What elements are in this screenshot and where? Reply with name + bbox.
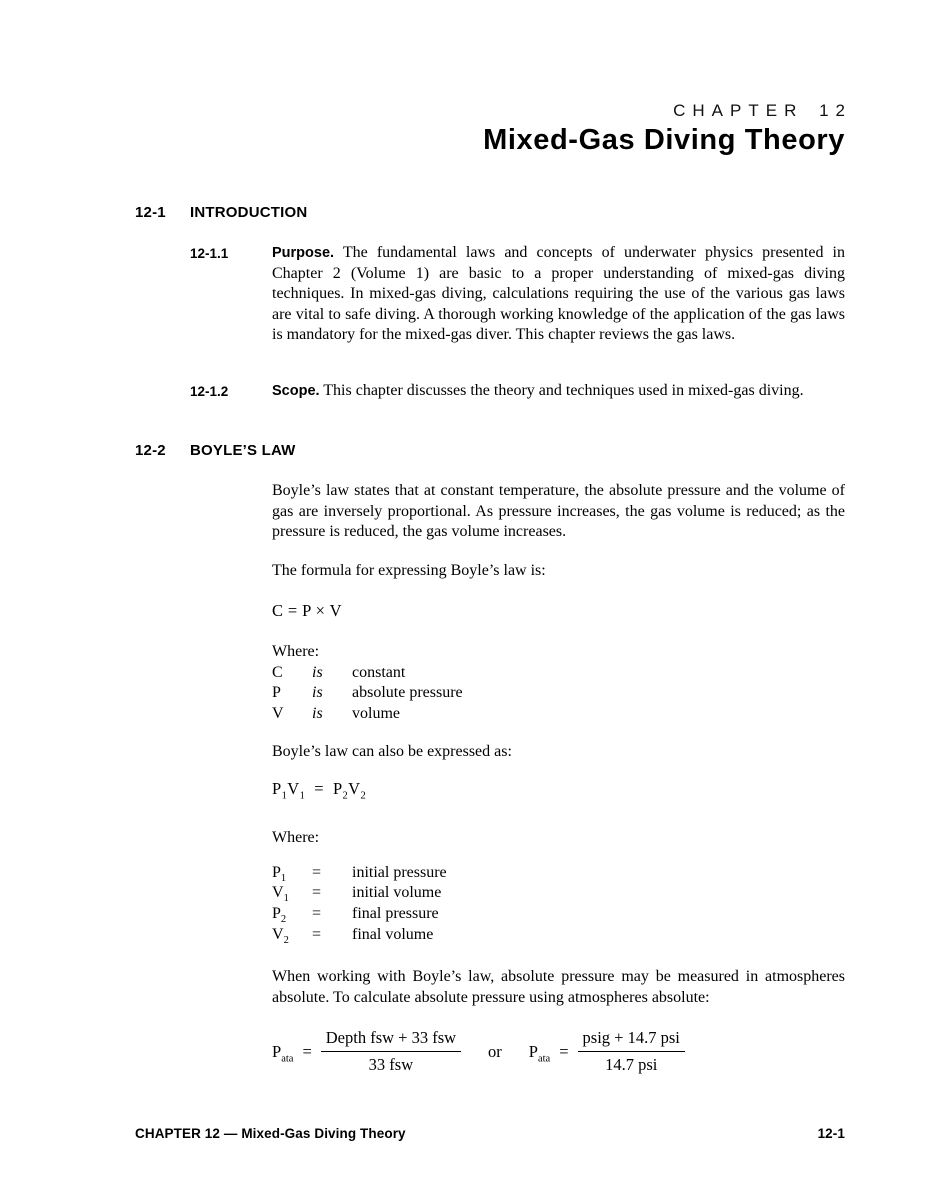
where-label: Where: — [272, 829, 320, 846]
where-rows — [272, 863, 447, 946]
term-base: P — [272, 779, 282, 798]
where-list-constant — [272, 642, 463, 725]
definition: constant — [352, 663, 406, 681]
footer-page-number: 12-1 — [817, 1126, 845, 1141]
chapter-header — [0, 101, 852, 157]
symbol: P — [272, 684, 281, 702]
paragraph-scope — [190, 381, 845, 402]
paragraph-text — [272, 243, 845, 346]
chapter-label: CHAPTER 12 — [673, 101, 852, 120]
relation: is — [312, 663, 323, 681]
where-row — [272, 925, 447, 946]
equals-sign: = — [559, 1041, 569, 1061]
term-base: V — [348, 779, 361, 798]
symbol-base: P — [272, 904, 281, 922]
relation: is — [312, 684, 323, 702]
symbol-subscript: 2 — [283, 934, 289, 946]
symbol — [272, 863, 312, 884]
formula-lead-in: The formula for expressing Boyle’s law is: — [272, 562, 546, 579]
page-footer — [135, 1126, 845, 1141]
where-row — [272, 904, 447, 925]
where-row — [272, 663, 463, 684]
paragraph-text — [272, 381, 845, 402]
paragraph-purpose — [190, 243, 845, 346]
symbol — [272, 883, 312, 904]
definition: final volume — [352, 925, 434, 943]
where-row — [272, 683, 463, 704]
symbol: C — [272, 663, 283, 681]
relation: = — [312, 904, 322, 922]
where-row — [272, 704, 463, 725]
where-label: Where: — [272, 643, 320, 660]
footer-chapter-title: CHAPTER 12 — Mixed-Gas Diving Theory — [135, 1126, 406, 1141]
boyle-formula-expanded — [272, 779, 367, 802]
where-row — [272, 863, 447, 884]
symbol-subscript: 2 — [280, 914, 287, 926]
pressure-formula-row — [272, 1028, 685, 1075]
term-base: V — [287, 779, 300, 798]
symbol — [272, 904, 312, 925]
page-title: Mixed-Gas Diving Theory — [483, 124, 845, 156]
fraction-numerator: psig + 14.7 psi — [578, 1028, 685, 1052]
fraction-denominator: 14.7 psi — [605, 1055, 658, 1074]
pata-symbol — [529, 1042, 550, 1062]
pata-base: P — [528, 1041, 538, 1061]
definition: absolute pressure — [352, 684, 463, 702]
relation: is — [312, 704, 323, 722]
paragraph-body: This chapter discusses the theory and techniques used in mixed-gas diving. — [323, 382, 804, 399]
definition: initial volume — [352, 884, 442, 902]
pata-subscript: ata — [281, 1052, 294, 1064]
equals-sign: = — [302, 1041, 312, 1061]
paragraph-number: 12-1.1 — [190, 246, 229, 261]
also-expressed-lead-in: Boyle’s law can also be expressed as: — [272, 743, 512, 760]
symbol-subscript: 1 — [283, 893, 289, 905]
boyles-law-intro-paragraph: Boyle’s law states that at constant temperature, the absolute pressure and the volume of gas are inversely proportional. As pressure increases, the gas volume is reduced; as the pressure is reduced, the gas volume increases. — [272, 482, 845, 540]
symbol-base: P — [272, 863, 281, 881]
psi-fraction — [578, 1028, 685, 1075]
section-heading-introduction — [135, 204, 307, 222]
where-list-expanded — [272, 828, 447, 945]
symbol-base: V — [272, 884, 284, 902]
fraction-numerator: Depth fsw + 33 fsw — [321, 1028, 461, 1052]
section-heading-boyles-law — [135, 442, 296, 460]
symbol-subscript: 1 — [280, 872, 287, 884]
equals-sign: = — [314, 779, 324, 798]
definition: volume — [352, 704, 400, 722]
term-subscript: 2 — [360, 790, 367, 802]
symbol — [272, 925, 312, 946]
pata-base: P — [272, 1041, 282, 1061]
where-row — [272, 883, 447, 904]
section-number: 12-1 — [135, 204, 166, 221]
relation: = — [312, 863, 322, 881]
ata-paragraph: When working with Boyle’s law, absolute pressure may be measured in atmospheres absolute. To calculate absolute pressure using atmospheres absolute: — [272, 968, 845, 1006]
definition: final pressure — [352, 904, 439, 922]
section-number: 12-2 — [135, 442, 166, 459]
paragraph-number: 12-1.2 — [190, 384, 229, 399]
relation: = — [312, 884, 322, 902]
symbol-base: V — [272, 925, 284, 943]
paragraph-body: The fundamental laws and concepts of underwater physics presented in Chapter 2 (Volume 1) are basic to a proper understanding of mixed-gas diving techniques. In mixed-gas diving, calculations requiring the use of the various gas laws are vital to safe diving. A thorough working knowledge of the application of the gas laws is mandatory for the mixed-gas diver. This chapter reviews the gas laws. — [272, 244, 845, 343]
symbol: V — [272, 704, 284, 722]
section-title: INTRODUCTION — [190, 204, 308, 221]
term-subscript: 1 — [281, 790, 288, 802]
term-subscript: 1 — [299, 790, 306, 802]
pata-subscript: ata — [537, 1052, 551, 1064]
paragraph-lead: Scope. — [272, 383, 320, 399]
fsw-fraction — [321, 1028, 461, 1075]
definition: initial pressure — [352, 863, 447, 881]
or-label: or — [488, 1041, 502, 1061]
term-subscript: 2 — [342, 790, 349, 802]
paragraph-lead: Purpose. — [272, 245, 335, 261]
relation: = — [312, 925, 322, 943]
pata-symbol — [272, 1042, 293, 1062]
fraction-denominator: 33 fsw — [368, 1055, 414, 1074]
boyle-formula-constant: C = P × V — [272, 601, 342, 620]
section-title: BOYLE’S LAW — [190, 442, 296, 459]
term-base: P — [332, 779, 343, 798]
